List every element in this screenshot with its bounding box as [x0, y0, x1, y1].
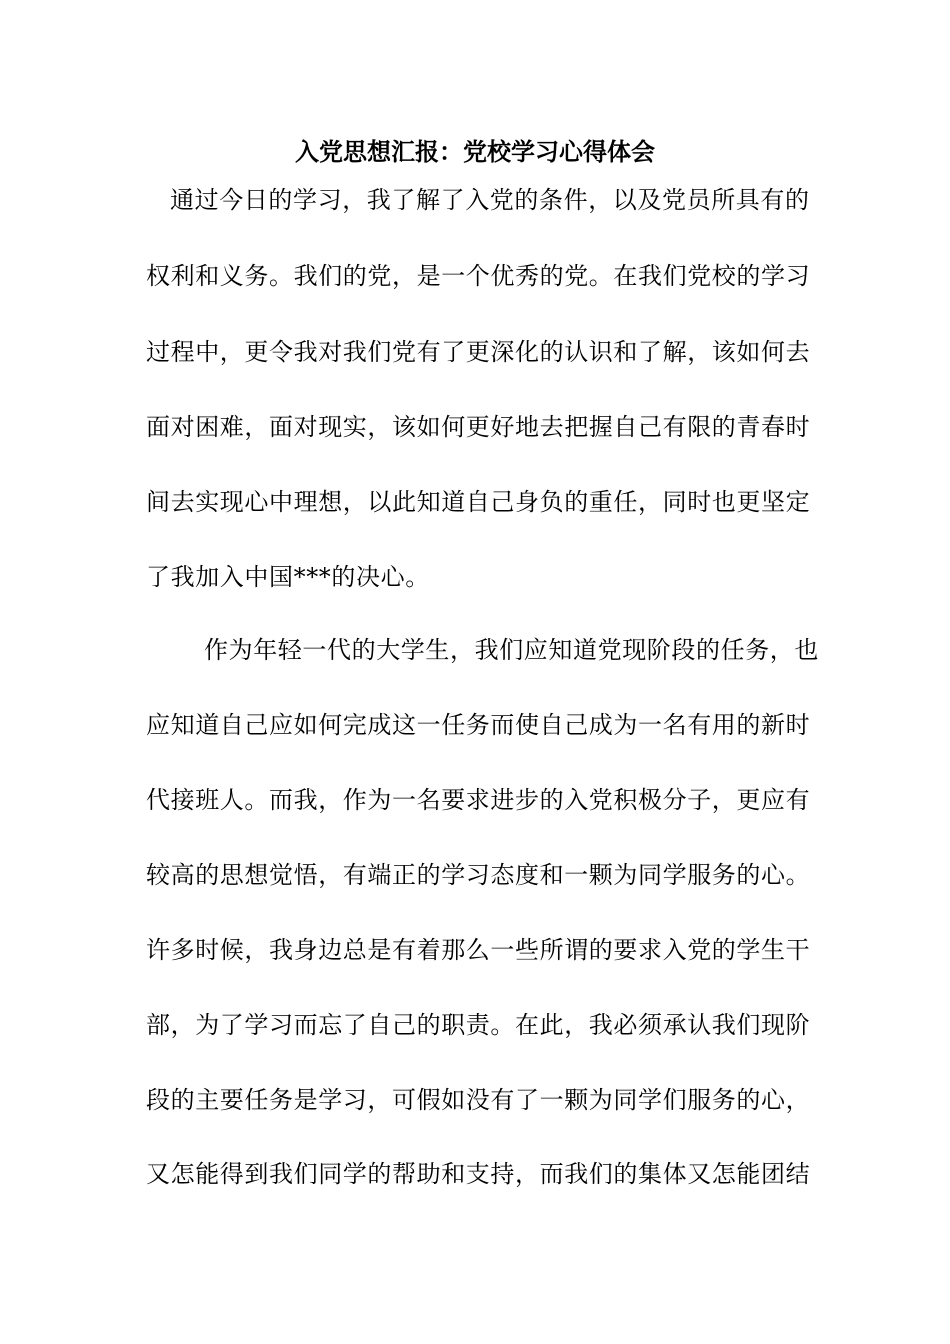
paragraph-line: 段的主要任务是学习，可假如没有了一颗为同学们服务的心， [146, 1086, 811, 1114]
paragraph-line: 通过今日的学习，我了解了入党的条件，以及党员所具有的 [170, 186, 810, 214]
paragraph-line: 权利和义务。我们的党，是一个优秀的党。在我们党校的学习 [146, 262, 811, 290]
document-title: 入党思想汇报：党校学习心得体会 [295, 137, 655, 166]
paragraph-line: 间去实现心中理想，以此知道自己身负的重任，同时也更坚定 [146, 488, 811, 516]
paragraph-line: 应知道自己应如何完成这一任务而使自己成为一名有用的新时 [146, 711, 811, 739]
paragraph-line: 了我加入中国***的决心。 [146, 563, 430, 591]
paragraph-line: 又怎能得到我们同学的帮助和支持，而我们的集体又怎能团结 [146, 1160, 811, 1188]
paragraph-line: 过程中，更令我对我们党有了更深化的认识和了解，该如何去 [146, 338, 811, 366]
paragraph-line: 代接班人。而我，作为一名要求进步的入党积极分子，更应有 [146, 786, 811, 814]
paragraph-line: 较高的思想觉悟，有端正的学习态度和一颗为同学服务的心。 [146, 861, 811, 889]
paragraph-line: 面对困难，面对现实，该如何更好地去把握自己有限的青春时 [146, 413, 811, 441]
paragraph-line: 作为年轻一代的大学生，我们应知道党现阶段的任务，也 [204, 636, 819, 664]
paragraph-line: 许多时候，我身边总是有着那么一些所谓的要求入党的学生干 [146, 936, 811, 964]
paragraph-line: 部，为了学习而忘了自己的职责。在此，我必须承认我们现阶 [146, 1011, 811, 1039]
